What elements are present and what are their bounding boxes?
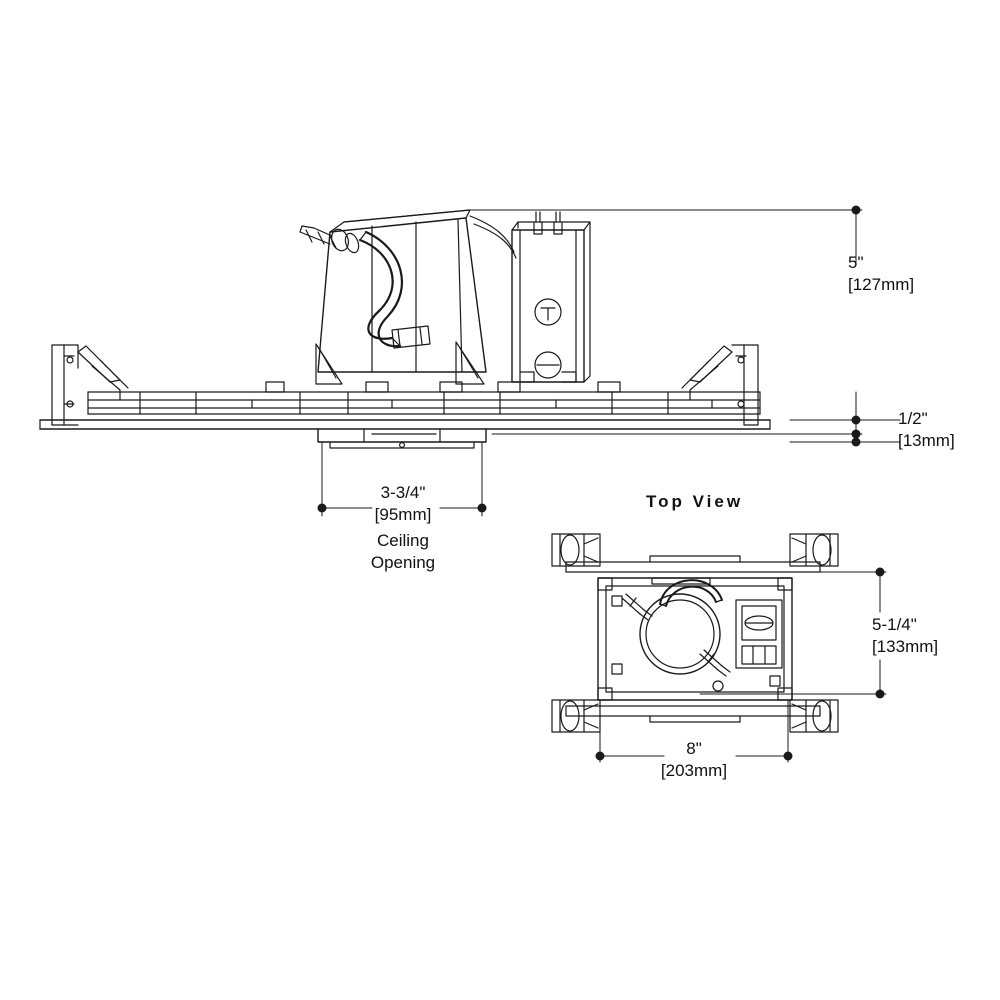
side-view-dimension-lines	[318, 206, 901, 517]
dimension-imperial: 5"	[848, 253, 864, 272]
dimension-metric: [133mm]	[872, 637, 939, 656]
dimension-imperial: 8"	[686, 739, 702, 758]
dimension-label-height-overall	[848, 252, 914, 296]
top-view-title: Top View	[646, 492, 744, 511]
note-line-1: Ceiling	[377, 531, 429, 550]
dimension-imperial: 5-1/4"	[872, 615, 917, 634]
dimension-metric: [95mm]	[374, 505, 432, 524]
dimension-metric: [13mm]	[898, 431, 955, 450]
note-line-2: Opening	[370, 553, 436, 572]
dimension-metric: [127mm]	[848, 275, 915, 294]
dimension-label-top-depth	[872, 614, 938, 658]
dimension-imperial: 1/2"	[898, 409, 928, 428]
dimension-label-top-width	[629, 738, 759, 782]
top-view-dimension-lines	[596, 568, 887, 763]
side-view-geometry	[40, 210, 770, 448]
dimension-imperial: 3-3/4"	[380, 483, 426, 502]
dimension-metric: [203mm]	[660, 761, 728, 780]
dimension-note-ceiling-opening	[338, 530, 468, 574]
dimension-label-flange-thickness	[898, 408, 955, 452]
dimension-label-ceiling-opening	[338, 482, 468, 526]
top-view-geometry	[552, 534, 838, 732]
